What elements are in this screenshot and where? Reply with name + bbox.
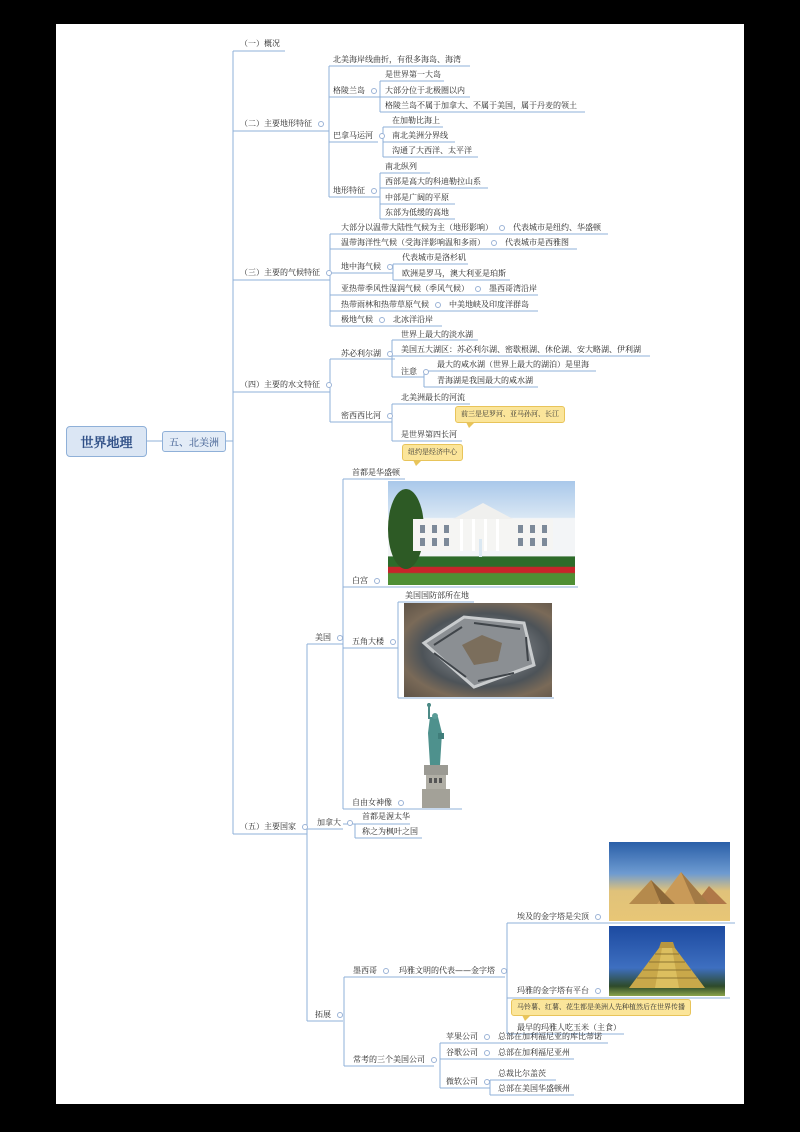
node-leaf[interactable]: 总部在美国华盛顿州: [498, 1084, 570, 1093]
node-label: 微软公司: [446, 1077, 478, 1086]
node-pentagon[interactable]: [350, 637, 398, 649]
node-microsoft[interactable]: [444, 1077, 492, 1089]
node-coast[interactable]: 北美海岸线曲折，有很多海岛、海湾: [333, 55, 461, 64]
node-detail: 总部在加利福尼亚州: [498, 1048, 570, 1057]
node-label: 拓展: [315, 1010, 331, 1019]
node-climate-continental[interactable]: [339, 223, 603, 235]
section-landform[interactable]: [238, 119, 326, 131]
node-extension[interactable]: [313, 1010, 345, 1022]
collapse-toggle-icon[interactable]: [379, 317, 385, 323]
node-leaf[interactable]: 最早的玛雅人吃玉米（主食）: [517, 1023, 621, 1032]
node-leaf[interactable]: 美国国防部所在地: [405, 591, 469, 600]
node-label: 加拿大: [317, 818, 341, 827]
node-mississippi[interactable]: [339, 411, 395, 423]
node-leaf[interactable]: 青海湖是我国最大的咸水湖: [437, 376, 533, 385]
node-leaf[interactable]: 是世界第一大岛: [385, 70, 441, 79]
collapse-toggle-icon[interactable]: [595, 988, 601, 994]
collapse-toggle-icon[interactable]: [374, 578, 380, 584]
node-leaf[interactable]: 首都是华盛顿: [352, 468, 400, 477]
collapse-toggle-icon[interactable]: [435, 302, 441, 308]
collapse-toggle-icon[interactable]: [371, 188, 377, 194]
node-leaf[interactable]: 格陵兰岛不属于加拿大、不属于美国，属于丹麦的领土: [385, 101, 577, 110]
node-detail: 中美地峡及印度洋群岛: [449, 300, 529, 309]
node-climate-mediterranean[interactable]: [339, 262, 395, 274]
node-leaf[interactable]: 在加勒比海上: [392, 116, 440, 125]
node-label: 巴拿马运河: [333, 131, 373, 140]
node-label: 五角大楼: [352, 637, 384, 646]
node-leaf[interactable]: 欧洲是罗马，澳大利亚是珀斯: [402, 269, 506, 278]
collapse-toggle-icon[interactable]: [387, 413, 393, 419]
node-terrain[interactable]: [331, 186, 379, 198]
node-leaf[interactable]: 首都是渥太华: [362, 812, 410, 821]
node-leaf[interactable]: 北美洲最长的河流: [401, 393, 465, 402]
node-label: 热带雨林和热带草原气候: [341, 300, 429, 309]
node-label: 亚热带季风性湿润气候（季风气候）: [341, 284, 469, 293]
callout-note: 纽约是经济中心: [402, 444, 463, 461]
node-label: 白宫: [352, 576, 368, 585]
collapse-toggle-icon[interactable]: [337, 1012, 343, 1018]
section-label: （三）主要的气候特征: [240, 268, 320, 277]
collapse-toggle-icon[interactable]: [337, 635, 343, 641]
maya-pyramid-image: [609, 926, 725, 996]
node-canada[interactable]: [315, 818, 355, 830]
node-detail: 代表城市是西雅图: [505, 238, 569, 247]
collapse-toggle-icon[interactable]: [595, 914, 601, 920]
node-label: 美国: [315, 633, 331, 642]
node-egypt-pyramid[interactable]: [515, 912, 603, 924]
node-leaf[interactable]: 大部分位于北极圈以内: [385, 86, 465, 95]
section-label: （二）主要地形特征: [240, 119, 312, 128]
node-note[interactable]: [399, 367, 431, 379]
node-label: 苹果公司: [446, 1032, 478, 1041]
node-label: 谷歌公司: [446, 1048, 478, 1057]
node-panama[interactable]: [331, 131, 387, 143]
callout-note: 马铃薯、红薯、花生都是美洲人先种植然后在世界传播: [511, 999, 691, 1016]
section-label: （五）主要国家: [240, 822, 296, 831]
node-label: 格陵兰岛: [333, 86, 365, 95]
node-detail: 代表城市是纽约、华盛顿: [513, 223, 601, 232]
statue-of-liberty-image: [418, 703, 452, 808]
node-climate-polar[interactable]: [339, 315, 435, 327]
node-label: 常考的三个美国公司: [353, 1055, 425, 1064]
node-leaf[interactable]: 称之为枫叶之国: [362, 827, 418, 836]
collapse-toggle-icon[interactable]: [387, 351, 393, 357]
collapse-toggle-icon[interactable]: [302, 824, 308, 830]
node-leaf[interactable]: 东部为低缓的高地: [385, 208, 449, 217]
node-label: 自由女神像: [352, 798, 392, 807]
section-countries[interactable]: [238, 822, 310, 834]
section-climate[interactable]: [238, 268, 334, 280]
section-label: （四）主要的水文特征: [240, 380, 320, 389]
white-house-image: [388, 481, 575, 585]
node-usa[interactable]: [313, 633, 345, 645]
node-detail: 玛雅文明的代表——金字塔: [399, 966, 495, 975]
node-leaf[interactable]: 西部是高大的科迪勒拉山系: [385, 177, 481, 186]
node-detail: 北冰洋沿岸: [393, 315, 433, 324]
node-label: 玛雅的金字塔有平台: [517, 986, 589, 995]
collapse-toggle-icon[interactable]: [491, 240, 497, 246]
node-maya-pyramid[interactable]: [515, 986, 603, 998]
node-label: 温带海洋性气候（受海洋影响温和多雨）: [341, 238, 485, 247]
chapter-node[interactable]: 五、北美洲: [162, 431, 226, 452]
node-label: 地形特征: [333, 186, 365, 195]
node-label: 苏必利尔湖: [341, 349, 381, 358]
node-climate-tropical[interactable]: [339, 300, 531, 312]
node-label: 地中海气候: [341, 262, 381, 271]
collapse-toggle-icon[interactable]: [475, 286, 481, 292]
node-leaf[interactable]: 南北美洲分界线: [392, 131, 448, 140]
collapse-toggle-icon[interactable]: [484, 1034, 490, 1040]
section-hydrology[interactable]: [238, 380, 334, 392]
node-climate-oceanic[interactable]: [339, 238, 571, 250]
collapse-toggle-icon[interactable]: [484, 1079, 490, 1085]
node-leaf[interactable]: 南北纵列: [385, 162, 417, 171]
collapse-toggle-icon[interactable]: [326, 270, 332, 276]
node-leaf[interactable]: 最大的咸水湖（世界上最大的湖泊）是里海: [437, 360, 589, 369]
node-greenland[interactable]: [331, 86, 379, 98]
section-label: （一）概况: [240, 39, 280, 48]
node-label: 密西西比河: [341, 411, 381, 420]
node-apple[interactable]: [444, 1032, 604, 1044]
node-google[interactable]: [444, 1048, 572, 1060]
node-whitehouse[interactable]: [350, 576, 382, 588]
node-liberty[interactable]: [350, 798, 406, 810]
node-detail: 总部在加利福尼亚的库比蒂诺: [498, 1032, 602, 1041]
node-detail: 墨西哥湾沿岸: [489, 284, 537, 293]
node-label: 埃及的金字塔是尖顶: [517, 912, 589, 921]
collapse-toggle-icon[interactable]: [326, 382, 332, 388]
node-leaf[interactable]: 是世界第四长河: [401, 430, 457, 439]
collapse-toggle-icon[interactable]: [379, 133, 385, 139]
node-leaf[interactable]: 沟通了大西洋、太平洋: [392, 146, 472, 155]
collapse-toggle-icon[interactable]: [383, 968, 389, 974]
node-lake-superior[interactable]: [339, 349, 395, 361]
collapse-toggle-icon[interactable]: [318, 121, 324, 127]
node-leaf[interactable]: 中部是广阔的平原: [385, 193, 449, 202]
root-node[interactable]: 世界地理: [66, 426, 147, 457]
egypt-pyramids-image: [609, 842, 730, 921]
node-label: 极地气候: [341, 315, 373, 324]
node-mexico[interactable]: [351, 966, 509, 978]
node-companies[interactable]: [351, 1055, 439, 1067]
collapse-toggle-icon[interactable]: [390, 639, 396, 645]
collapse-toggle-icon[interactable]: [499, 225, 505, 231]
collapse-toggle-icon[interactable]: [371, 88, 377, 94]
collapse-toggle-icon[interactable]: [398, 800, 404, 806]
pentagon-image: [404, 603, 552, 697]
collapse-toggle-icon[interactable]: [387, 264, 393, 270]
collapse-toggle-icon[interactable]: [423, 369, 429, 375]
collapse-toggle-icon[interactable]: [431, 1057, 437, 1063]
node-label: 墨西哥: [353, 966, 377, 975]
collapse-toggle-icon[interactable]: [501, 968, 507, 974]
collapse-toggle-icon[interactable]: [484, 1050, 490, 1056]
node-leaf[interactable]: 总裁比尔盖茨: [498, 1069, 546, 1078]
node-leaf[interactable]: 代表城市是洛杉矶: [402, 253, 466, 262]
node-label: 大部分以温带大陆性气候为主（地形影响）: [341, 223, 493, 232]
node-leaf[interactable]: 世界上最大的淡水湖: [401, 330, 473, 339]
node-climate-monsoon[interactable]: [339, 284, 539, 296]
section-overview[interactable]: [238, 39, 282, 51]
node-leaf[interactable]: 美国五大湖区：苏必利尔湖、密歇根湖、休伦湖、安大略湖、伊利湖: [401, 345, 641, 354]
callout-note: 前三是尼罗河、亚马孙河、长江: [455, 406, 565, 423]
collapse-toggle-icon[interactable]: [347, 820, 353, 826]
node-label: 注意: [401, 367, 417, 376]
